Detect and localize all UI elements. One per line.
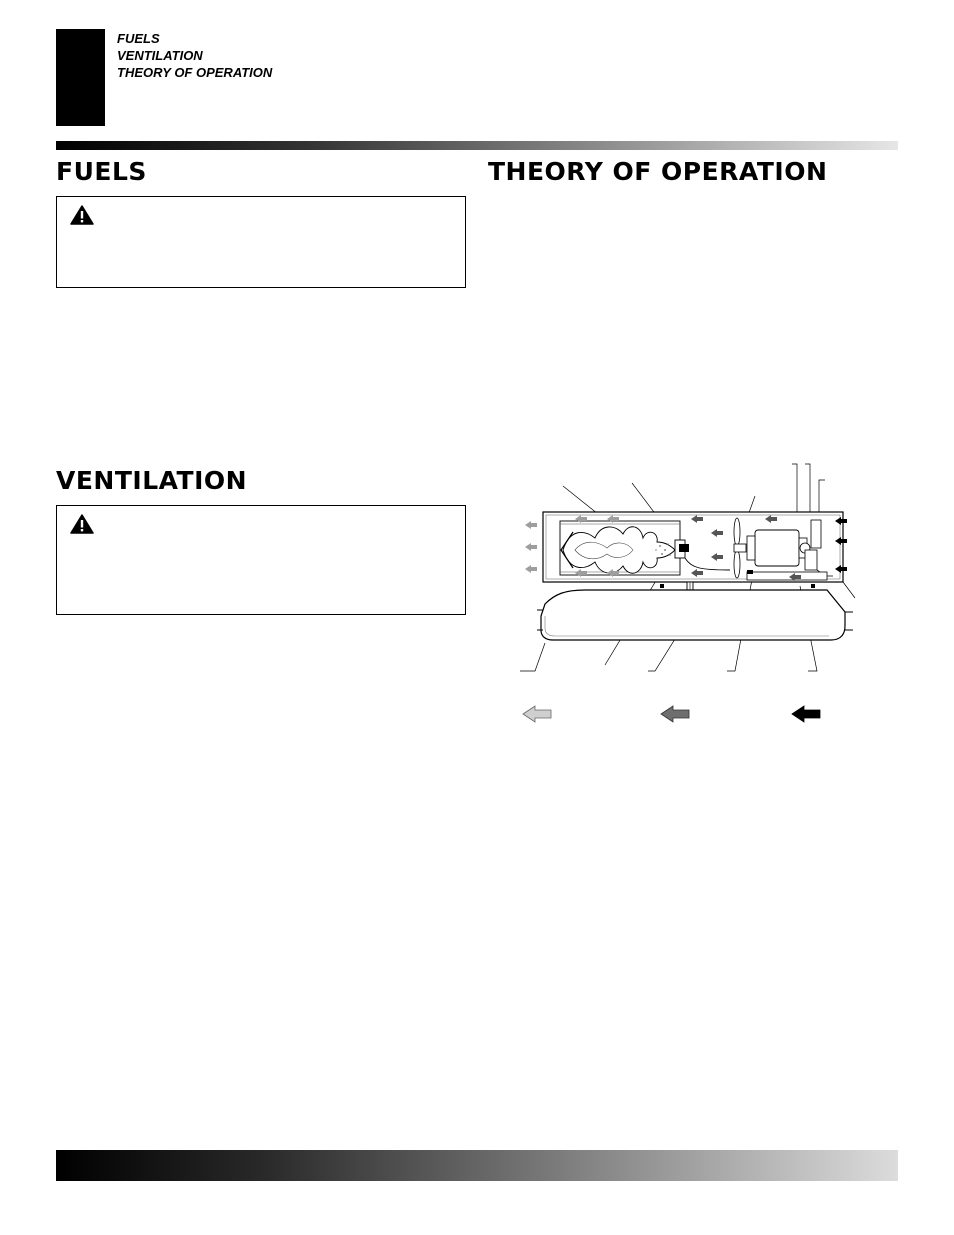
motor bbox=[755, 530, 799, 566]
legend-arrow-exhaust bbox=[523, 706, 551, 722]
header-toc bbox=[117, 30, 272, 81]
heater-cutaway-diagram bbox=[515, 458, 860, 728]
ventilation-heading: VENTILATION bbox=[56, 466, 248, 495]
footer-gradient-rule bbox=[56, 1150, 898, 1181]
ventilation-warning-box bbox=[56, 505, 466, 615]
legend-arrow-combustion bbox=[661, 706, 689, 722]
air-filter bbox=[811, 520, 821, 548]
toc-item-theory: THEORY OF OPERATION bbox=[117, 65, 273, 80]
fuels-warning-box bbox=[56, 196, 466, 288]
fuels-heading: FUELS bbox=[56, 157, 147, 186]
electrical-box bbox=[747, 572, 827, 580]
section-tab-marker bbox=[56, 29, 105, 126]
warning-triangle-icon bbox=[70, 514, 94, 534]
legend-arrow-fresh-air bbox=[792, 706, 820, 722]
theory-heading: THEORY OF OPERATION bbox=[488, 157, 828, 186]
warning-triangle-icon bbox=[70, 205, 94, 225]
toc-item-ventilation: VENTILATION bbox=[117, 48, 203, 63]
toc-item-fuels: FUELS bbox=[117, 31, 160, 46]
header-gradient-rule bbox=[56, 141, 898, 150]
fuel-tank bbox=[541, 590, 845, 640]
